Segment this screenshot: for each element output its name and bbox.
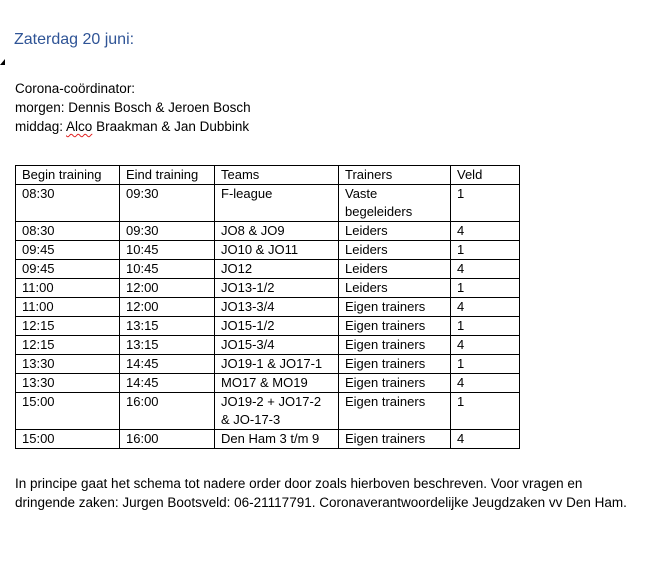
- table-row: [16, 222, 520, 241]
- coordinator-block: [15, 79, 251, 136]
- cell-field: 4: [451, 222, 520, 241]
- cell-end: 12:00: [120, 279, 215, 298]
- cell-trainers: Eigen trainers: [339, 298, 451, 317]
- cell-field: 1: [451, 317, 520, 336]
- cell-end: 14:45: [120, 374, 215, 393]
- table-row: [16, 298, 520, 317]
- cell-end: 16:00: [120, 430, 215, 449]
- cell-begin: 12:15: [16, 336, 120, 355]
- footer-note: In principe gaat het schema tot nadere order door zoals hierboven beschreven. Voor vragen en dringende zaken: Jurgen Bootsveld: 06-21117791. Coronaverantwoordelijke Jeugdzaken vv Den Ham.: [15, 476, 627, 510]
- table-row: [16, 355, 520, 374]
- cell-teams: MO17 & MO19: [215, 374, 339, 393]
- cell-trainers: Vaste begeleiders: [339, 185, 451, 222]
- cell-teams: JO19-2 + JO17-2 & JO-17-3: [215, 393, 339, 430]
- cell-field: 1: [451, 185, 520, 222]
- cell-end: 09:30: [120, 185, 215, 222]
- cell-trainers: Leiders: [339, 222, 451, 241]
- coordinator-afternoon: [15, 117, 251, 136]
- table-row: [16, 336, 520, 355]
- cell-trainers: Eigen trainers: [339, 355, 451, 374]
- cell-end: 16:00: [120, 393, 215, 430]
- header-trainers: Trainers: [339, 166, 451, 185]
- page-heading: Zaterdag 20 juni:: [14, 31, 135, 48]
- cell-end: 10:45: [120, 241, 215, 260]
- collapse-marker-icon[interactable]: [0, 59, 5, 65]
- cell-begin: 08:30: [16, 222, 120, 241]
- table-row: [16, 374, 520, 393]
- cell-teams: JO8 & JO9: [215, 222, 339, 241]
- cell-teams: JO19-1 & JO17-1: [215, 355, 339, 374]
- cell-field: 1: [451, 393, 520, 430]
- coordinator-title: Corona-coördinator:: [15, 81, 136, 96]
- table-row: [16, 317, 520, 336]
- header-teams: Teams: [215, 166, 339, 185]
- cell-begin: 12:15: [16, 317, 120, 336]
- cell-begin: 09:45: [16, 260, 120, 279]
- cell-teams: JO13-3/4: [215, 298, 339, 317]
- cell-begin: 13:30: [16, 355, 120, 374]
- table-row: [16, 279, 520, 298]
- header-end: Eind training: [120, 166, 215, 185]
- cell-end: 09:30: [120, 222, 215, 241]
- cell-trainers: Eigen trainers: [339, 317, 451, 336]
- table-row: [16, 393, 520, 430]
- table-header-row: [16, 166, 520, 185]
- table-row: [16, 185, 520, 222]
- cell-teams: JO13-1/2: [215, 279, 339, 298]
- cell-teams: JO10 & JO11: [215, 241, 339, 260]
- cell-end: 14:45: [120, 355, 215, 374]
- coordinator-morning-names: Dennis Bosch & Jeroen Bosch: [68, 100, 251, 115]
- cell-field: 4: [451, 336, 520, 355]
- table-row: [16, 241, 520, 260]
- cell-begin: 09:45: [16, 241, 120, 260]
- coordinator-morning: [15, 98, 251, 117]
- coordinator-morning-prefix: morgen:: [15, 100, 69, 115]
- cell-end: 13:15: [120, 336, 215, 355]
- cell-teams: Den Ham 3 t/m 9: [215, 430, 339, 449]
- cell-begin: 15:00: [16, 430, 120, 449]
- cell-end: 12:00: [120, 298, 215, 317]
- cell-begin: 08:30: [16, 185, 120, 222]
- coordinator-afternoon-rest: Braakman & Jan Dubbink: [92, 119, 250, 134]
- cell-field: 4: [451, 374, 520, 393]
- cell-trainers: Eigen trainers: [339, 336, 451, 355]
- cell-teams: JO15-3/4: [215, 336, 339, 355]
- cell-trainers: Leiders: [339, 241, 451, 260]
- cell-trainers: Eigen trainers: [339, 374, 451, 393]
- cell-begin: 15:00: [16, 393, 120, 430]
- cell-begin: 11:00: [16, 298, 120, 317]
- cell-teams: JO15-1/2: [215, 317, 339, 336]
- cell-end: 10:45: [120, 260, 215, 279]
- spellcheck-word[interactable]: Alco: [66, 119, 93, 134]
- coordinator-afternoon-prefix: middag:: [15, 119, 67, 134]
- cell-trainers: Eigen trainers: [339, 430, 451, 449]
- cell-trainers: Eigen trainers: [339, 393, 451, 430]
- cell-teams: JO12: [215, 260, 339, 279]
- cell-end: 13:15: [120, 317, 215, 336]
- cell-field: 1: [451, 279, 520, 298]
- cell-begin: 11:00: [16, 279, 120, 298]
- table-row: [16, 430, 520, 449]
- cell-begin: 13:30: [16, 374, 120, 393]
- table-row: [16, 260, 520, 279]
- cell-field: 4: [451, 430, 520, 449]
- cell-teams: F-league: [215, 185, 339, 222]
- training-schedule-table: [15, 165, 520, 449]
- cell-field: 1: [451, 355, 520, 374]
- header-field: Veld: [451, 166, 520, 185]
- cell-trainers: Leiders: [339, 260, 451, 279]
- cell-trainers: Leiders: [339, 279, 451, 298]
- cell-field: 4: [451, 260, 520, 279]
- header-begin: Begin training: [16, 166, 120, 185]
- cell-field: 1: [451, 241, 520, 260]
- cell-field: 4: [451, 298, 520, 317]
